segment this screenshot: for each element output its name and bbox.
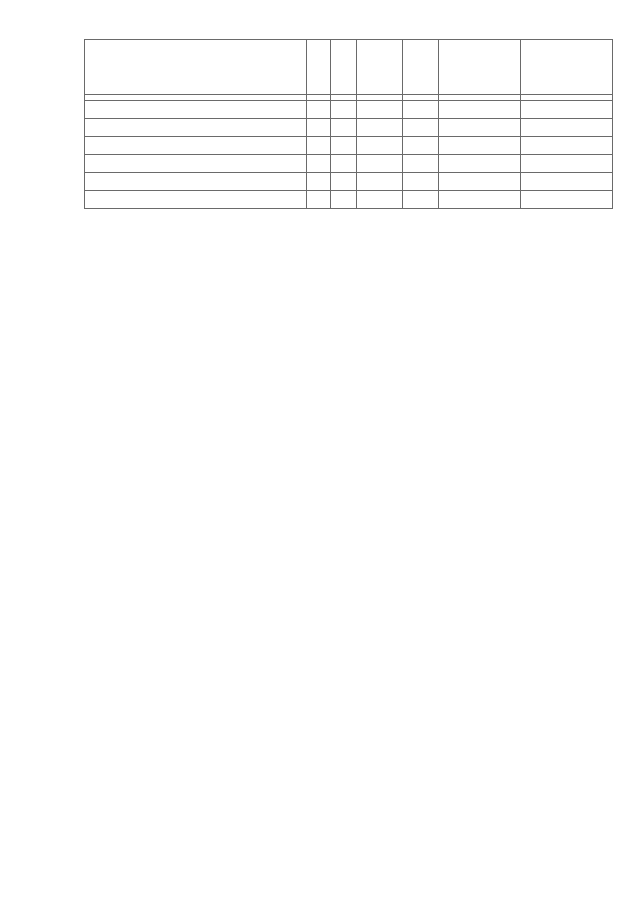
row-name — [85, 137, 307, 155]
row-amount-year-2 — [521, 173, 613, 191]
row-target-article — [357, 119, 403, 137]
table-row — [85, 173, 613, 191]
row-name — [85, 101, 307, 119]
row-subsection — [331, 137, 357, 155]
budget-allocation-table — [84, 39, 613, 209]
row-target-article — [357, 101, 403, 119]
row-amount-year-2 — [521, 191, 613, 209]
row-target-article — [357, 173, 403, 191]
table-row — [85, 137, 613, 155]
header-subsection — [331, 40, 357, 95]
row-expense-type — [403, 155, 439, 173]
row-amount-year-2 — [521, 155, 613, 173]
row-expense-type — [403, 173, 439, 191]
row-amount-year-1 — [439, 119, 521, 137]
row-expense-type — [403, 137, 439, 155]
header-name — [85, 40, 307, 95]
header-expense-type — [403, 40, 439, 95]
row-subsection — [331, 173, 357, 191]
row-expense-type — [403, 101, 439, 119]
table-row — [85, 155, 613, 173]
header-section — [307, 40, 331, 95]
row-amount-year-2 — [521, 119, 613, 137]
row-subsection — [331, 155, 357, 173]
row-amount-year-1 — [439, 101, 521, 119]
row-amount-year-1 — [439, 191, 521, 209]
row-expense-type — [403, 119, 439, 137]
row-section — [307, 155, 331, 173]
row-amount-year-1 — [439, 137, 521, 155]
row-subsection — [331, 119, 357, 137]
row-target-article — [357, 137, 403, 155]
row-amount-year-1 — [439, 173, 521, 191]
row-amount-year-1 — [439, 155, 521, 173]
row-amount-year-2 — [521, 101, 613, 119]
row-section — [307, 119, 331, 137]
row-subsection — [331, 101, 357, 119]
row-amount-year-2 — [521, 137, 613, 155]
header-amount-year-2 — [521, 40, 613, 95]
table-body — [85, 101, 613, 209]
row-name — [85, 173, 307, 191]
table-row — [85, 191, 613, 209]
header-amount-year-1 — [439, 40, 521, 95]
row-section — [307, 137, 331, 155]
table-row — [85, 119, 613, 137]
row-name — [85, 119, 307, 137]
row-section — [307, 191, 331, 209]
row-target-article — [357, 191, 403, 209]
row-subsection — [331, 191, 357, 209]
table-row — [85, 101, 613, 119]
row-expense-type — [403, 191, 439, 209]
table-header-row — [85, 40, 613, 95]
row-name — [85, 191, 307, 209]
header-target-article — [357, 40, 403, 95]
row-target-article — [357, 155, 403, 173]
row-section — [307, 101, 331, 119]
row-name — [85, 155, 307, 173]
row-section — [307, 173, 331, 191]
